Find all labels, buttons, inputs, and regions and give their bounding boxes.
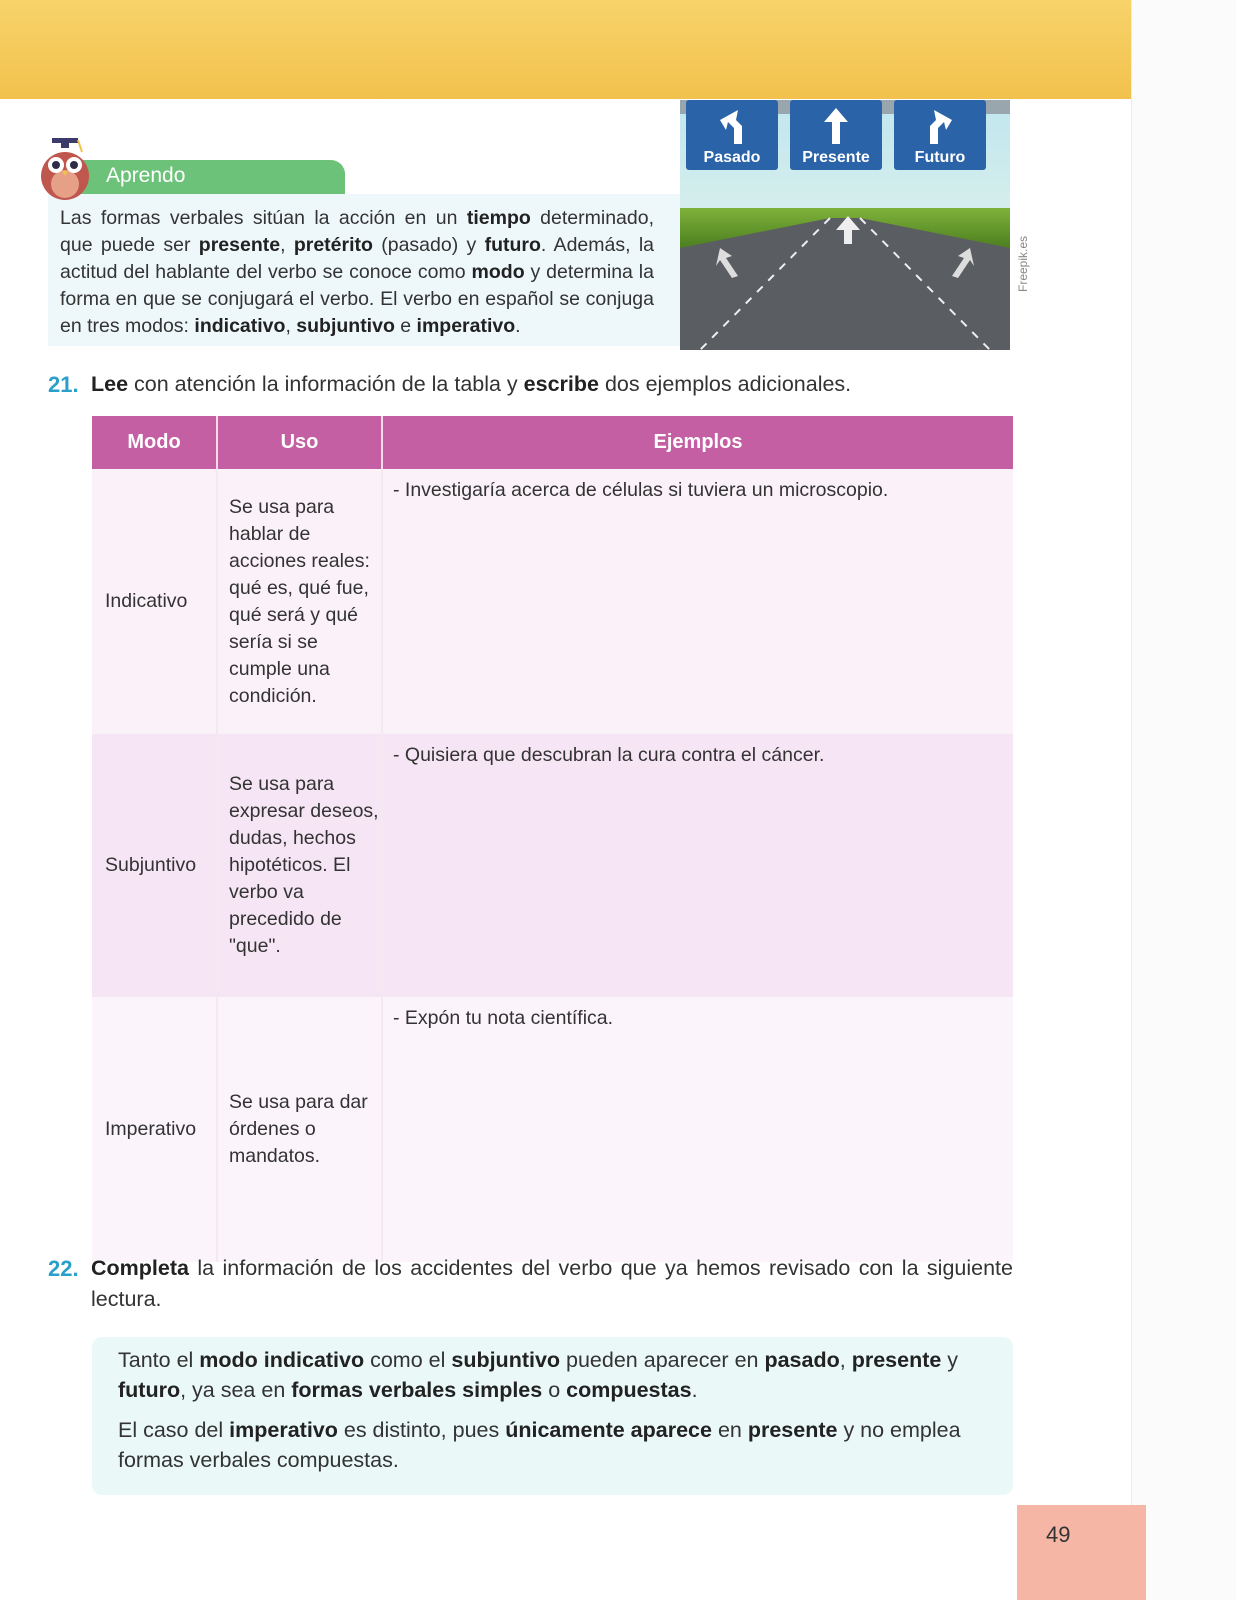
uso-text: Se usa para dar órdenes o mandatos. (229, 1091, 368, 1167)
bold-term: únicamente aparece (505, 1418, 712, 1442)
bold-term: presente (851, 1348, 942, 1372)
uso-cell (218, 997, 383, 1262)
question-22-text: Completa la información de los accidentes del verbo que ya hemos revisado con la siguiente lectura. (91, 1256, 1013, 1311)
header-band (0, 0, 1131, 99)
bold-term: subjuntivo (451, 1348, 561, 1372)
bold-term: futuro (484, 234, 541, 256)
ejemplos-cell[interactable]: - Expón tu nota científica. (383, 997, 1013, 1262)
modo-cell: Imperativo (92, 997, 218, 1262)
header-modo: Modo (92, 416, 218, 469)
owl-mascot-icon (34, 138, 100, 204)
bold-term: pasado (764, 1348, 840, 1372)
bold-term: indicativo (194, 315, 286, 337)
bold-term: compuestas (566, 1378, 692, 1402)
bold-term: Completa (91, 1256, 189, 1280)
bold-term: Lee (91, 372, 129, 396)
bold-term: modo (471, 261, 525, 283)
sign-pasado: Pasado (703, 149, 761, 166)
bold-term: escribe (523, 372, 599, 396)
bold-term: subjuntivo (296, 315, 395, 337)
header-ejemplos: Ejemplos (383, 416, 1013, 469)
sign-presente: Presente (802, 149, 870, 166)
bold-term: imperativo (229, 1418, 338, 1442)
uso-text: Se usa para expresar deseos, dudas, hechos hipotéticos. El verbo va precedido de "que". (229, 773, 379, 957)
table-row (92, 734, 1013, 997)
bold-term: formas verbales simples (291, 1378, 543, 1402)
uso-cell (218, 469, 383, 734)
uso-cell (218, 734, 383, 997)
bold-term: presente (747, 1418, 838, 1442)
bold-term: futuro (118, 1378, 181, 1402)
road-signs-illustration (680, 100, 1010, 350)
question-21-text: Lee con atención la información de la tabla y escribe dos ejemplos adicionales. (91, 372, 852, 396)
ejemplos-cell[interactable]: - Investigaría acerca de células si tuviera un microscopio. (383, 469, 1013, 734)
question-22-number: 22. (48, 1256, 79, 1281)
modo-cell: Indicativo (92, 469, 218, 734)
bold-term: pretérito (293, 234, 373, 256)
question-21-number: 21. (48, 372, 79, 397)
ejemplos-cell[interactable]: - Quisiera que descubran la cura contra el cáncer. (383, 734, 1013, 997)
bold-term: modo indicativo (199, 1348, 365, 1372)
table-row (92, 997, 1013, 1262)
info-paragraph-1: Tanto el modo indicativo como el subjuntivo pueden aparecer en pasado, presente y futuro, ya sea en formas verbales simples o compuestas. (118, 1348, 959, 1402)
page-number: 49 (1046, 1522, 1071, 1547)
aprendo-label: Aprendo (106, 164, 186, 187)
modo-cell: Subjuntivo (92, 734, 218, 997)
page-margin (1131, 0, 1236, 1600)
info-paragraph-2: El caso del imperativo es distinto, pues únicamente aparece en presente y no emplea formas verbales compuestas. (118, 1418, 961, 1472)
uso-text: Se usa para hablar de acciones reales: qué es, qué fue, qué será y qué sería si se cumple una condición. (229, 495, 370, 707)
sign-futuro: Futuro (914, 149, 966, 166)
aprendo-paragraph: Las formas verbales sitúan la acción en un tiempo determinado, que puede ser presente, pretérito (pasado) y futuro. Además, la actitud del hablante del verbo se conoce como modo y determina la forma en que se conjugará el verbo. El verbo en español se conjuga en tres modos: indicativo, subjuntivo e imperativo. (60, 207, 655, 337)
verb-mood-table (92, 416, 1013, 1262)
bold-term: imperativo (416, 315, 516, 337)
header-uso: Uso (218, 416, 383, 469)
table-row (92, 469, 1013, 734)
image-credit: Freepik.es (1016, 235, 1030, 292)
page-number-tab (1017, 1505, 1146, 1600)
bold-term: tiempo (466, 207, 531, 229)
bold-term: presente (198, 234, 281, 256)
